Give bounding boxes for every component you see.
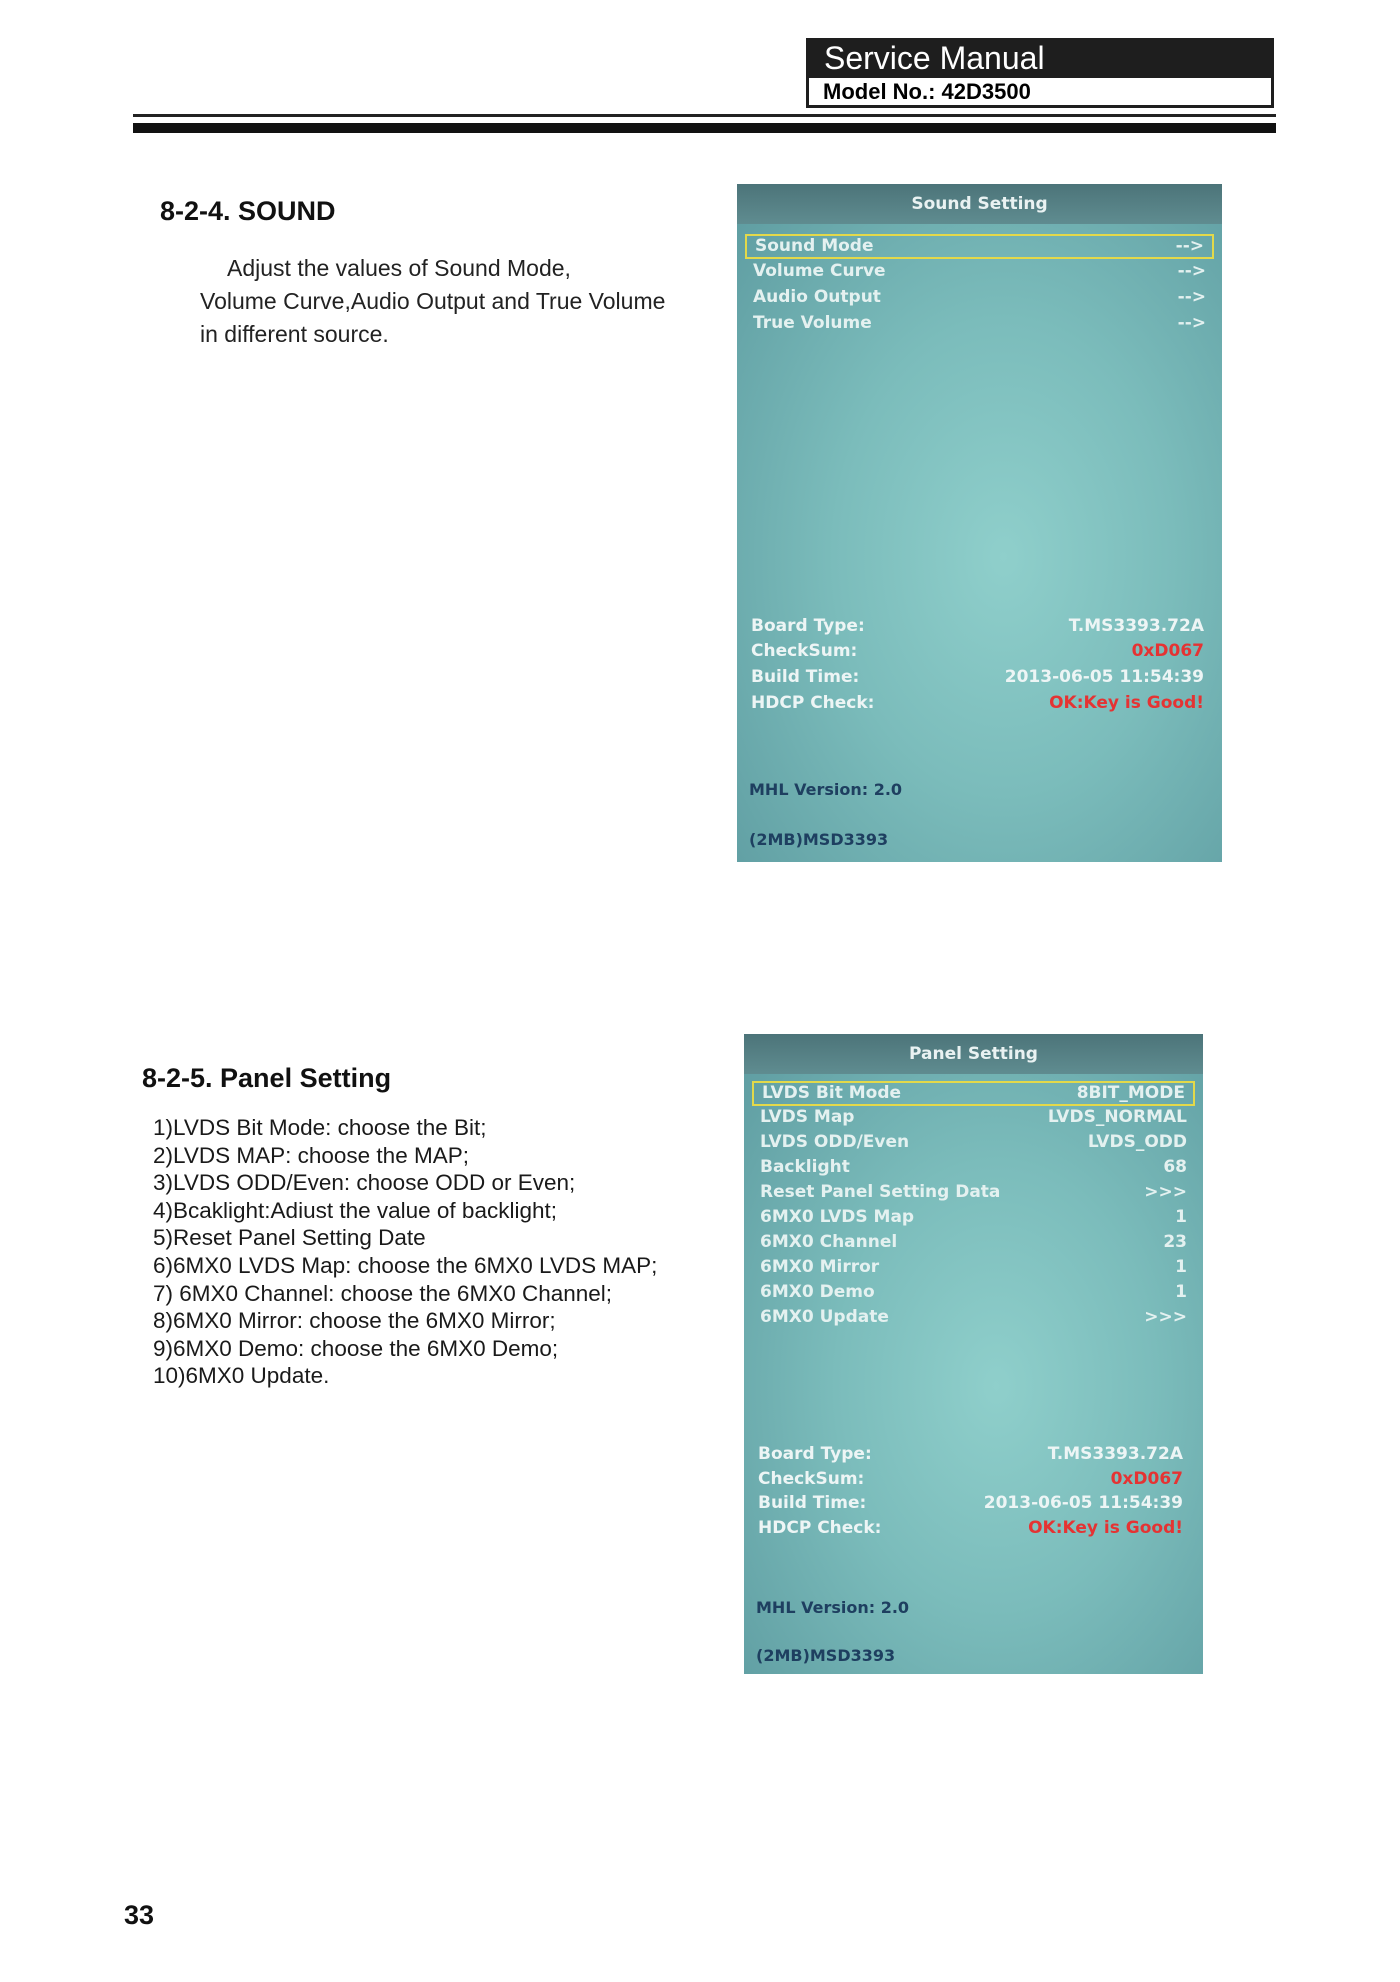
sound-paragraph-line: in different source. — [200, 321, 389, 347]
list-item: 10)6MX0 Update. — [153, 1363, 330, 1389]
sound-section-paragraph — [200, 252, 665, 351]
list-item: 7) 6MX0 Channel: choose the 6MX0 Channel; — [153, 1280, 613, 1306]
osd-info-checksum — [751, 639, 1204, 663]
osd-info-value: 0xD067 — [1131, 641, 1204, 661]
list-item: 3)LVDS ODD/Even: choose ODD or Even; — [153, 1170, 576, 1196]
osd-menu-item-6mx0-update — [752, 1305, 1195, 1330]
osd-item-value: >>> — [1144, 1182, 1187, 1202]
header-title: Service Manual — [806, 38, 1274, 78]
osd-info-value: 0xD067 — [1110, 1469, 1183, 1489]
osd-info-value: T.MS3393.72A — [1068, 616, 1204, 636]
panel-section-heading: 8-2-5. Panel Setting — [142, 1063, 392, 1093]
model-number: Model No.: 42D3500 — [806, 78, 1274, 108]
osd-item-value: 1 — [1175, 1282, 1187, 1302]
osd-item-label: 6MX0 Channel — [760, 1232, 898, 1252]
osd-menu-item-6mx0-demo — [752, 1280, 1195, 1305]
sound-paragraph-line: Adjust the values of Sound Mode, — [227, 255, 571, 281]
osd-mhl-version: MHL Version: 2.0 — [756, 1598, 910, 1617]
osd-title-bar: Sound Setting — [737, 184, 1222, 224]
osd-info-board-type — [751, 614, 1204, 638]
osd-item-value: >>> — [1144, 1307, 1187, 1327]
osd-item-label: Audio Output — [753, 287, 881, 307]
list-item: 2)LVDS MAP: choose the MAP; — [153, 1142, 469, 1168]
osd-item-label: 6MX0 LVDS Map — [760, 1207, 915, 1227]
osd-item-value: LVDS_NORMAL — [1047, 1107, 1187, 1127]
osd-menu-item-6mx0-channel — [752, 1230, 1195, 1255]
osd-item-value: 1 — [1175, 1257, 1187, 1277]
osd-mhl-version: MHL Version: 2.0 — [749, 780, 903, 799]
osd-info-label: Board Type: — [751, 616, 865, 636]
osd-menu-item-6mx0-lvds-map — [752, 1205, 1195, 1230]
list-item: 5)Reset Panel Setting Date — [153, 1225, 426, 1251]
header-rule-thick — [133, 123, 1276, 133]
osd-item-label: Volume Curve — [753, 261, 886, 281]
osd-item-arrow: --> — [1177, 287, 1206, 307]
osd-menu-item-volume-curve — [745, 259, 1214, 284]
osd-info-hdcp-check — [758, 1516, 1183, 1540]
osd-menu-item-reset-panel — [752, 1180, 1195, 1205]
list-item: 8)6MX0 Mirror: choose the 6MX0 Mirror; — [153, 1308, 556, 1334]
osd-item-label: 6MX0 Mirror — [760, 1257, 880, 1277]
osd-menu-item-audio-output — [745, 285, 1214, 310]
sound-paragraph-line: Volume Curve,Audio Output and True Volume — [200, 288, 666, 314]
osd-info-build-time — [758, 1491, 1183, 1515]
osd-menu-item-lvds-odd-even — [752, 1130, 1195, 1155]
osd-title-bar: Panel Setting — [744, 1034, 1203, 1074]
panel-setting-list — [153, 1114, 657, 1390]
osd-info-label: Board Type: — [758, 1444, 872, 1464]
osd-item-arrow: --> — [1177, 313, 1206, 333]
list-item: 6)6MX0 LVDS Map: choose the 6MX0 LVDS MAP; — [153, 1252, 658, 1278]
osd-info-label: Build Time: — [758, 1493, 867, 1513]
osd-item-label: LVDS Bit Mode — [762, 1083, 902, 1103]
osd-info-value: OK:Key is Good! — [1028, 1518, 1183, 1538]
osd-info-label: Build Time: — [751, 667, 860, 687]
osd-item-label: Sound Mode — [755, 236, 874, 256]
osd-menu-item-6mx0-mirror — [752, 1255, 1195, 1280]
osd-item-value: 8BIT_MODE — [1076, 1083, 1185, 1103]
osd-item-label: True Volume — [753, 313, 872, 333]
header-rule-thin — [133, 114, 1276, 117]
osd-item-value: 23 — [1163, 1232, 1187, 1252]
osd-item-label: Reset Panel Setting Data — [760, 1182, 1001, 1202]
osd-info-hdcp-check — [751, 691, 1204, 715]
osd-info-value: OK:Key is Good! — [1049, 693, 1204, 713]
osd-menu-item-lvds-bit-mode — [752, 1081, 1195, 1106]
sound-setting-osd-screenshot — [737, 184, 1222, 862]
osd-info-value: 2013-06-05 11:54:39 — [1004, 667, 1204, 687]
list-item: 9)6MX0 Demo: choose the 6MX0 Demo; — [153, 1335, 559, 1361]
list-item: 1)LVDS Bit Mode: choose the Bit; — [153, 1115, 487, 1140]
osd-item-label: LVDS Map — [760, 1107, 855, 1127]
panel-setting-osd-screenshot — [744, 1034, 1203, 1674]
osd-item-value: LVDS_ODD — [1087, 1132, 1187, 1152]
list-item: 4)Bcaklight:Adiust the value of backlight; — [153, 1197, 557, 1223]
osd-item-label: 6MX0 Demo — [760, 1282, 875, 1302]
osd-info-value: T.MS3393.72A — [1047, 1444, 1183, 1464]
osd-info-label: CheckSum: — [758, 1469, 865, 1489]
osd-info-board-type — [758, 1442, 1183, 1466]
osd-chip-label: (2MB)MSD3393 — [749, 830, 889, 849]
sound-section-heading: 8-2-4. SOUND — [160, 196, 336, 226]
osd-item-label: Backlight — [760, 1157, 850, 1177]
osd-item-value: 1 — [1175, 1207, 1187, 1227]
osd-item-arrow: --> — [1177, 261, 1206, 281]
osd-info-build-time — [751, 665, 1204, 689]
osd-item-arrow: --> — [1175, 236, 1204, 256]
osd-item-label: LVDS ODD/Even — [760, 1132, 910, 1152]
osd-info-value: 2013-06-05 11:54:39 — [983, 1493, 1183, 1513]
osd-menu-item-lvds-map — [752, 1105, 1195, 1130]
osd-item-label: 6MX0 Update — [760, 1307, 889, 1327]
osd-menu-item-backlight — [752, 1155, 1195, 1180]
osd-menu-item-sound-mode — [745, 234, 1214, 259]
page-number: 33 — [124, 1900, 155, 1930]
osd-info-checksum — [758, 1467, 1183, 1491]
osd-info-label: HDCP Check: — [751, 693, 875, 713]
osd-chip-label: (2MB)MSD3393 — [756, 1646, 896, 1665]
osd-menu-item-true-volume — [745, 311, 1214, 336]
osd-info-label: CheckSum: — [751, 641, 858, 661]
osd-info-label: HDCP Check: — [758, 1518, 882, 1538]
osd-item-value: 68 — [1163, 1157, 1187, 1177]
